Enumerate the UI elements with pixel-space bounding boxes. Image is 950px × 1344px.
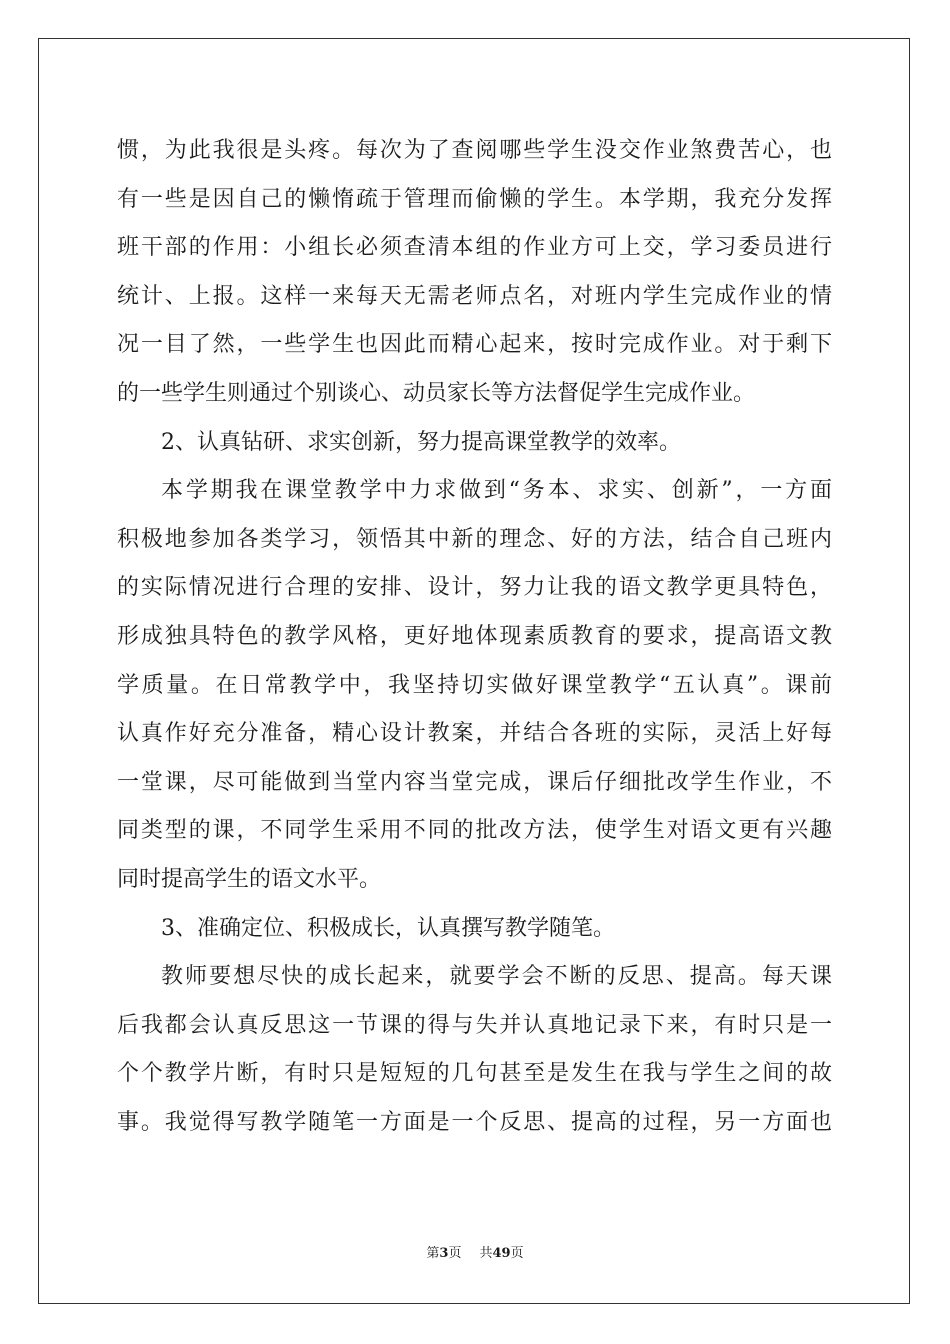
text-line: 个个教学片断，有时只是短短的几句甚至是发生在我与学生之间的故 [117,1061,832,1087]
footer-total-suffix: 页 [510,1246,524,1261]
text-line: 形成独具特色的教学风格，更好地体现素质教育的要求，提高语文教 [117,623,832,649]
text-line: 3、准确定位、积极成长，认真撰写教学随笔。 [161,915,615,941]
text-line: 本学期我在课堂教学中力求做到“务本、求实、创新”，一方面 [161,478,832,504]
text-line: 同类型的课，不同学生采用不同的批改方法，使学生对语文更有兴趣 [117,818,832,844]
text-line: 的实际情况进行合理的安排、设计，努力让我的语文教学更具特色， [117,575,832,601]
text-line: 班干部的作用：小组长必须查清本组的作业方可上交，学习委员进行 [117,235,832,261]
text-line: 认真作好充分准备，精心设计教案，并结合各班的实际，灵活上好每 [117,721,832,747]
text-line: 有一些是因自己的懒惰疏于管理而偷懒的学生。本学期，我充分发挥 [117,186,832,212]
text-line: 教师要想尽快的成长起来，就要学会不断的反思、提高。每天课 [161,964,832,990]
text-line: 同时提高学生的语文水平。 [117,866,382,892]
text-line: 惯，为此我很是头疼。每次为了查阅哪些学生没交作业煞费苦心，也 [117,138,832,163]
footer-total-prefix: 共 [479,1246,493,1261]
text-line: 后我都会认真反思这一节课的得与失并认真地记录下来，有时只是一 [117,1012,832,1038]
text-line: 2、认真钻研、求实创新，努力提高课堂教学的效率。 [161,429,681,455]
text-line: 积极地参加各类学习，领悟其中新的理念、好的方法，结合自己班内 [117,526,832,552]
footer-total-pages: 49 [492,1246,511,1261]
footer-page-prefix: 第 [426,1246,440,1261]
document-body [117,127,832,1147]
text-line: 的一些学生则通过个别谈心、动员家长等方法督促学生完成作业。 [117,380,756,406]
footer-page-suffix: 页 [448,1246,462,1261]
footer-page-number: 3 [439,1246,449,1261]
text-line: 一堂课，尽可能做到当堂内容当堂完成，课后仔细批改学生作业，不 [117,769,832,795]
text-line: 学质量。在日常教学中，我坚持切实做好课堂教学“五认真”。课前 [117,672,832,698]
page-footer [0,1244,950,1264]
text-line: 况一目了然，一些学生也因此而精心起来，按时完成作业。对于剩下 [117,332,832,358]
text-line: 统计、上报。这样一来每天无需老师点名，对班内学生完成作业的情 [117,283,832,309]
text-line: 事。我觉得写教学随笔一方面是一个反思、提高的过程，另一方面也 [117,1109,832,1135]
